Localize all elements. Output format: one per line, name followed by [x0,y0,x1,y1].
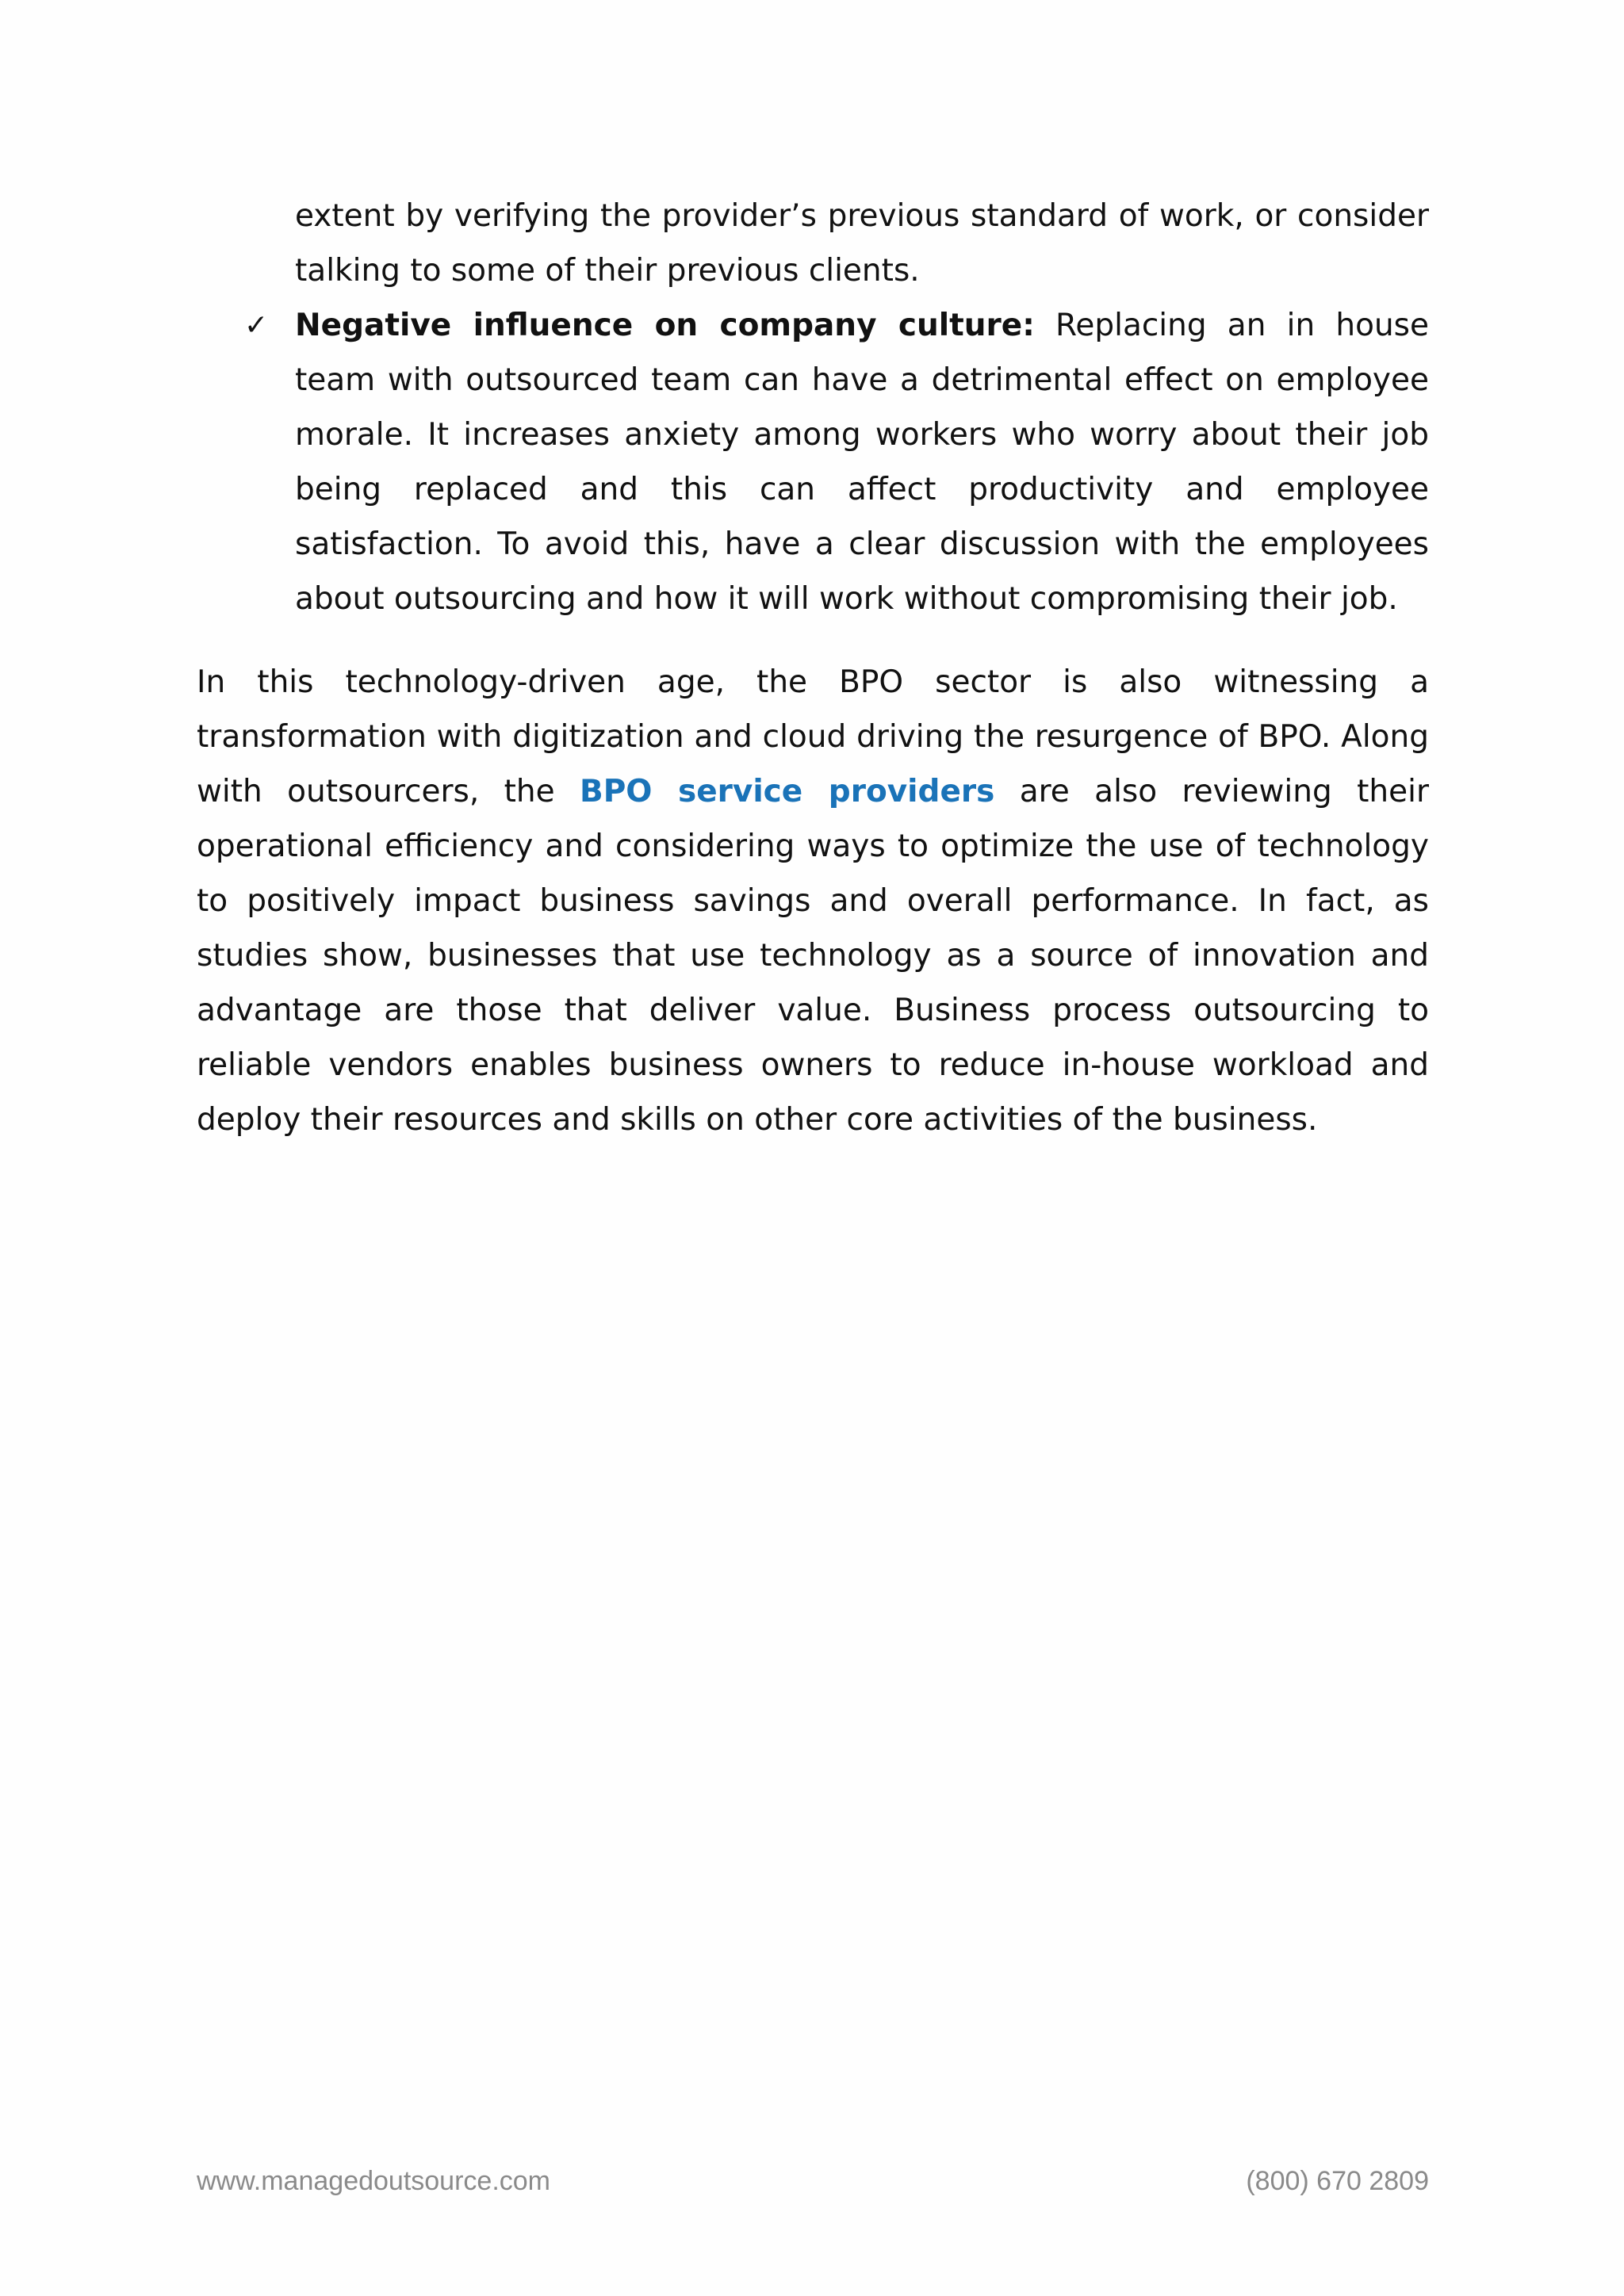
list-item [244,298,1429,626]
body-paragraph [197,655,1429,1147]
footer-website: www.managedoutsource.com [197,2166,551,2196]
page-footer [197,2166,1429,2197]
paragraph-text-end: are also reviewing their operational efficiency and considering ways to optimize the use of technology to positively impact business savings and overall performance. In fact, as studies show, businesses that use technology as a source of innovation and advantage are those that deliver value. Business process outsourcing to reliable vendors enables business owners to reduce in-house workload and deploy their resources and skills on other core activities of the business. [197,774,1429,1138]
bpo-service-providers-link[interactable]: BPO service providers [579,774,995,809]
list-item-title: Negative influence on company culture: [295,308,1035,343]
bullet-list [244,189,1429,626]
checkmark-icon: ✓ [244,309,269,342]
list-item-text [295,298,1429,626]
list-item-body: Replacing an in house team with outsourced team can have a detrimental effect on employee morale. It increases anxiety among workers who worry about their job being replaced and this can affect productivity and employee satisfaction. To avoid this, have a clear discussion with the employees about outsourcing and how it will work without compromising their job. [295,308,1429,617]
list-item-continuation: extent by verifying the provider’s previous standard of work, or consider talking to some of their previous clients. [295,198,1429,289]
footer-phone: (800) 670 2809 [1246,2166,1429,2196]
paragraph-text-start: In this technology-driven age, the BPO sector is also witnessing a transformation with digitization and cloud driving the resurgence of BPO. Along with outsourcers, the [197,664,1429,809]
